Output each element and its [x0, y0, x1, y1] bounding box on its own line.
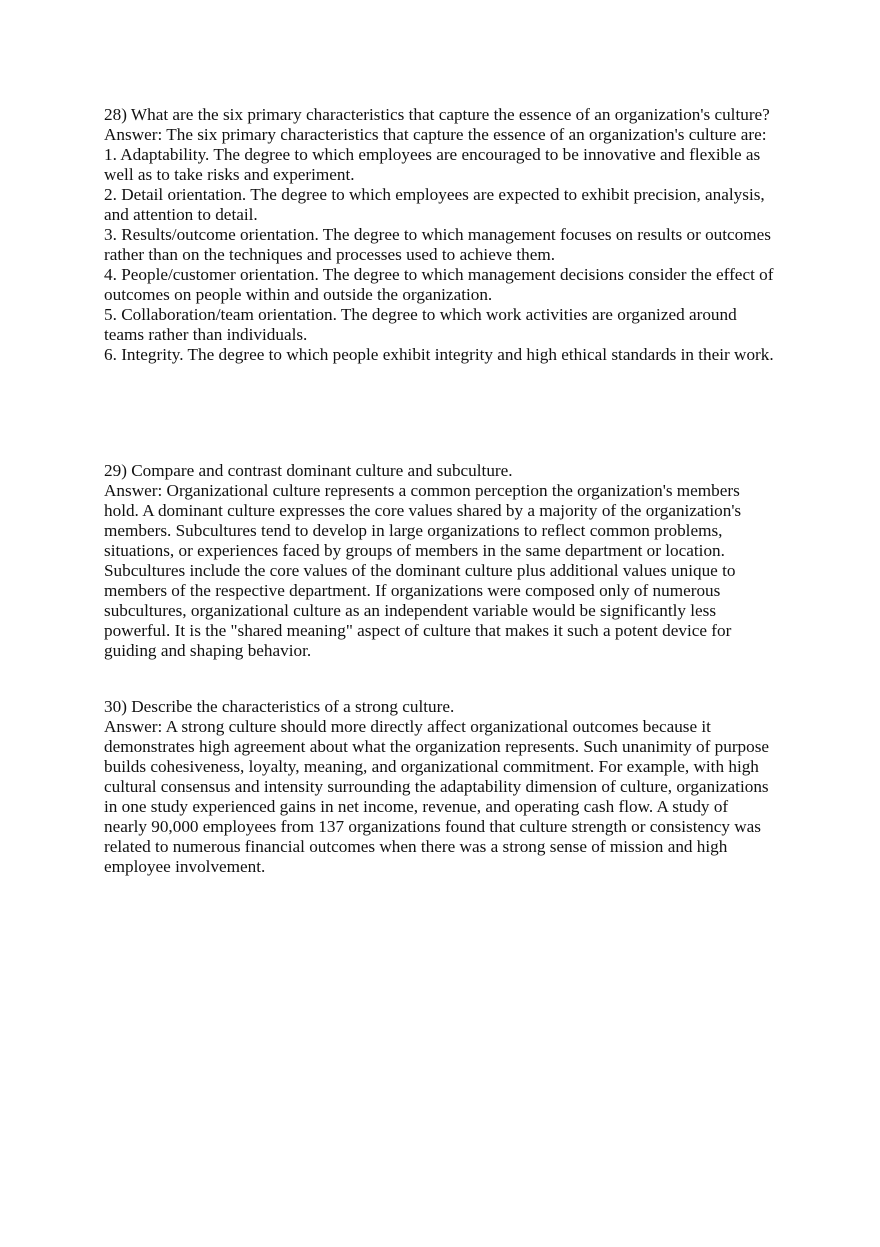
- answer-28-line: outcomes on people within and outside the organization.: [104, 285, 493, 304]
- answer-29-line: situations, or experiences faced by groups of members in the same department or location.: [104, 541, 725, 560]
- answer-30-line: cultural consensus and intensity surrounding the adaptability dimension of culture, organizations: [104, 777, 769, 796]
- answer-30-line: related to numerous financial outcomes when there was a strong sense of mission and high: [104, 837, 728, 856]
- answer-29-line: Answer: Organizational culture represents a common perception the organization's members: [104, 481, 740, 500]
- answer-30-line: builds cohesiveness, loyalty, meaning, and organizational commitment. For example, with high: [104, 757, 759, 776]
- answer-28-line: 6. Integrity. The degree to which people exhibit integrity and high ethical standards in their work.: [104, 345, 774, 364]
- answer-28-line: 5. Collaboration/team orientation. The degree to which work activities are organized around: [104, 305, 737, 324]
- answer-29-line: powerful. It is the "shared meaning" aspect of culture that makes it such a potent device for: [104, 621, 732, 640]
- answer-29-line: guiding and shaping behavior.: [104, 641, 312, 660]
- question-28-prompt: 28) What are the six primary characteristics that capture the essence of an organization's culture?: [104, 105, 770, 124]
- answer-29-line: members of the respective department. If organizations were composed only of numerous: [104, 581, 721, 600]
- question-30-block: [104, 697, 784, 877]
- answer-28-line: 2. Detail orientation. The degree to which employees are expected to exhibit precision, analysis,: [104, 185, 765, 204]
- answer-30-line: employee involvement.: [104, 857, 266, 876]
- answer-28-line: Answer: The six primary characteristics that capture the essence of an organization's culture are:: [104, 125, 767, 144]
- answer-28-line: and attention to detail.: [104, 205, 258, 224]
- answer-29-line: Subcultures include the core values of the dominant culture plus additional values unique to: [104, 561, 736, 580]
- answer-30-line: demonstrates high agreement about what the organization represents. Such unanimity of purpose: [104, 737, 770, 756]
- question-28-block: [104, 105, 784, 365]
- question-29-prompt: 29) Compare and contrast dominant culture and subculture.: [104, 461, 513, 480]
- question-30-prompt: 30) Describe the characteristics of a strong culture.: [104, 697, 455, 716]
- answer-30-line: in one study experienced gains in net income, revenue, and operating cash flow. A study of: [104, 797, 729, 816]
- question-29-block: [104, 461, 784, 661]
- answer-29-line: hold. A dominant culture expresses the core values shared by a majority of the organization's: [104, 501, 742, 520]
- answer-29-line: members. Subcultures tend to develop in large organizations to reflect common problems,: [104, 521, 723, 540]
- answer-30-line: Answer: A strong culture should more directly affect organizational outcomes because it: [104, 717, 711, 736]
- answer-29-line: subcultures, organizational culture as an independent variable would be significantly less: [104, 601, 717, 620]
- answer-28-line: 4. People/customer orientation. The degree to which management decisions consider the effect of: [104, 265, 774, 284]
- answer-28-line: 3. Results/outcome orientation. The degree to which management focuses on results or outcomes: [104, 225, 771, 244]
- answer-28-line: teams rather than individuals.: [104, 325, 308, 344]
- answer-28-line: well as to take risks and experiment.: [104, 165, 355, 184]
- answer-30-line: nearly 90,000 employees from 137 organizations found that culture strength or consistency was: [104, 817, 761, 836]
- answer-28-line: rather than on the techniques and processes used to achieve them.: [104, 245, 556, 264]
- answer-28-line: 1. Adaptability. The degree to which employees are encouraged to be innovative and flexible as: [104, 145, 761, 164]
